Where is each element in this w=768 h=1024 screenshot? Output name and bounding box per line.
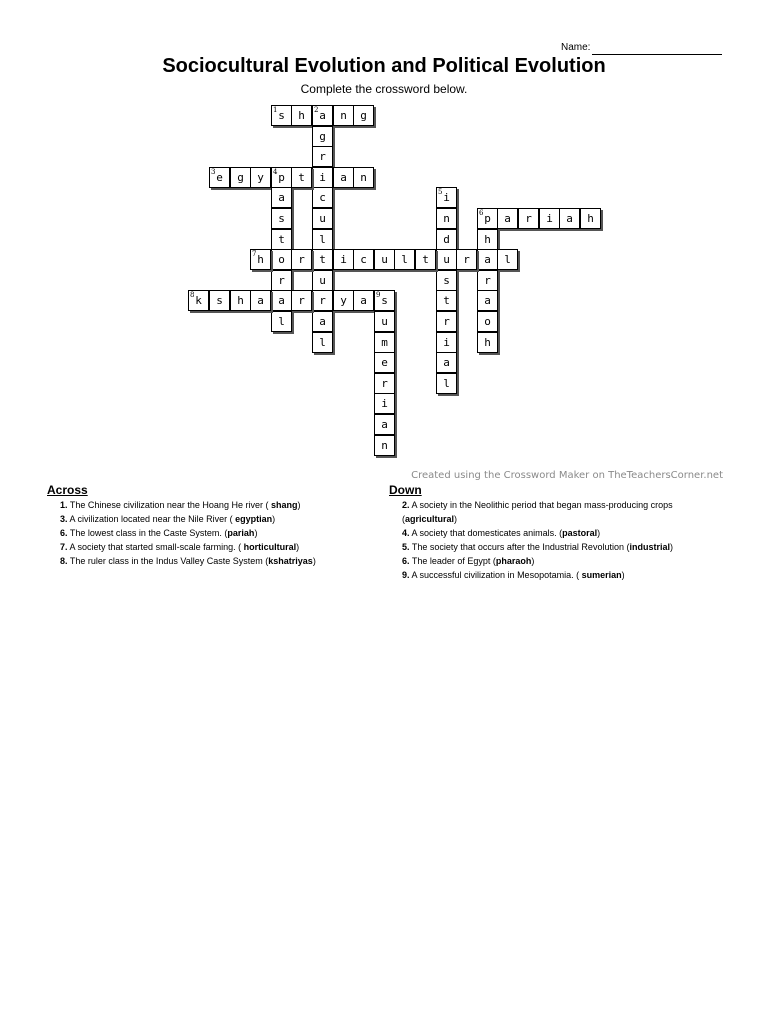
cell-letter: r <box>319 294 326 307</box>
crossword-cell[interactable] <box>312 311 333 332</box>
cell-letter: l <box>278 315 285 328</box>
clue-number: 8 <box>190 291 195 299</box>
clue-close: ) <box>597 528 601 538</box>
crossword-cell[interactable] <box>374 352 395 373</box>
crossword-cell[interactable] <box>436 311 457 332</box>
clue-number: 3. <box>60 514 68 524</box>
crossword-cell[interactable] <box>312 167 333 188</box>
clue-answer: pariah <box>227 528 255 538</box>
clue-number: 2. <box>402 500 410 510</box>
across-clues <box>47 483 377 568</box>
cell-letter: s <box>443 274 450 287</box>
clue-text: A society that domesticates animals. ( <box>409 528 563 538</box>
clue-answer: horticultural <box>243 542 297 552</box>
crossword-cell[interactable] <box>374 393 395 414</box>
down-heading: Down <box>389 483 422 497</box>
crossword-cell[interactable] <box>374 332 395 353</box>
cell-letter: a <box>257 294 264 307</box>
crossword-cell[interactable] <box>518 208 539 229</box>
crossword-cell[interactable] <box>374 290 395 311</box>
crossword-cell[interactable] <box>209 290 230 311</box>
crossword-cell[interactable] <box>497 208 518 229</box>
crossword-cell[interactable] <box>477 311 498 332</box>
crossword-cell[interactable] <box>374 249 395 270</box>
cell-letter: i <box>443 336 450 349</box>
cell-letter: o <box>484 315 491 328</box>
cell-letter: i <box>319 171 326 184</box>
cell-letter: r <box>298 253 305 266</box>
cell-letter: s <box>278 212 285 225</box>
clue-item <box>389 554 729 568</box>
cell-letter: n <box>340 109 347 122</box>
cell-letter: r <box>525 212 532 225</box>
crossword-cell[interactable] <box>436 373 457 394</box>
cell-letter: l <box>443 377 450 390</box>
crossword-cell[interactable] <box>436 332 457 353</box>
crossword-cell[interactable] <box>477 249 498 270</box>
clue-close: ) <box>312 556 316 566</box>
cell-letter: y <box>340 294 347 307</box>
crossword-cell[interactable] <box>333 290 354 311</box>
crossword-cell[interactable] <box>230 290 251 311</box>
clue-number: 6. <box>402 556 410 566</box>
cell-letter: a <box>484 294 491 307</box>
crossword-cell[interactable] <box>312 290 333 311</box>
cell-letter: u <box>443 253 450 266</box>
clue-number: 6. <box>60 528 68 538</box>
clue-number: 1. <box>60 500 68 510</box>
cell-letter: i <box>381 397 388 410</box>
cell-letter: t <box>319 253 326 266</box>
crossword-cell[interactable] <box>291 290 312 311</box>
cell-letter: p <box>278 171 285 184</box>
crossword-cell[interactable] <box>394 249 415 270</box>
cell-letter: l <box>319 233 326 246</box>
cell-letter: r <box>463 253 470 266</box>
cell-letter: h <box>484 336 491 349</box>
crossword-cell[interactable] <box>291 105 312 126</box>
cell-letter: a <box>340 171 347 184</box>
clue-answer: agricultural <box>405 514 455 524</box>
clue-item <box>47 512 377 526</box>
cell-letter: r <box>443 315 450 328</box>
crossword-cell[interactable] <box>188 290 209 311</box>
crossword-cell[interactable] <box>271 187 292 208</box>
cell-letter: a <box>566 212 573 225</box>
clue-text: The Chinese civilization near the Hoang He river ( <box>67 500 271 510</box>
cell-letter: m <box>381 336 388 349</box>
down-clues <box>389 483 729 582</box>
crossword-cell[interactable] <box>436 249 457 270</box>
cell-letter: o <box>278 253 285 266</box>
cell-letter: t <box>278 233 285 246</box>
clue-number: 7. <box>60 542 68 552</box>
clue-close: ) <box>254 528 258 538</box>
cell-letter: s <box>381 294 388 307</box>
clue-number: 4 <box>273 168 278 176</box>
clue-text: A society that started small-scale farming. ( <box>67 542 244 552</box>
cell-letter: n <box>443 212 450 225</box>
clue-number: 2 <box>314 106 319 114</box>
clue-text: The society that occurs after the Industrial Revolution ( <box>409 542 630 552</box>
crossword-cell[interactable] <box>333 105 354 126</box>
cell-letter: h <box>484 233 491 246</box>
crossword-cell[interactable] <box>312 146 333 167</box>
clue-number: 8. <box>60 556 68 566</box>
page-subtitle: Complete the crossword below. <box>300 82 468 96</box>
cell-letter: r <box>381 377 388 390</box>
crossword-cell[interactable] <box>436 187 457 208</box>
clue-text: The ruler class in the Indus Valley Caste System ( <box>67 556 269 566</box>
cell-letter: i <box>443 191 450 204</box>
crossword-cell[interactable] <box>497 249 518 270</box>
crossword-cell[interactable] <box>374 435 395 456</box>
across-heading: Across <box>47 483 88 497</box>
clue-number: 6 <box>479 209 484 217</box>
cell-letter: n <box>381 439 388 452</box>
crossword-cell[interactable] <box>333 167 354 188</box>
crossword-cell[interactable] <box>477 270 498 291</box>
cell-letter: s <box>278 109 285 122</box>
cell-letter: c <box>360 253 367 266</box>
cell-letter: c <box>319 191 326 204</box>
across-clue-list <box>47 498 377 568</box>
clue-answer: shang <box>270 500 298 510</box>
clue-answer: pastoral <box>562 528 598 538</box>
clue-item <box>389 498 729 526</box>
crossword-cell[interactable] <box>353 167 374 188</box>
clue-answer: kshatriyas <box>268 556 313 566</box>
cell-letter: a <box>381 418 388 431</box>
crossword-cell[interactable] <box>333 249 354 270</box>
crossword-cell[interactable] <box>271 249 292 270</box>
clue-close: ) <box>454 514 458 524</box>
crossword-cell[interactable] <box>477 290 498 311</box>
cell-letter: h <box>237 294 244 307</box>
clue-close: ) <box>296 542 300 552</box>
crossword-cell[interactable] <box>312 249 333 270</box>
crossword-cell[interactable] <box>250 167 271 188</box>
clue-number: 5 <box>438 188 443 196</box>
crossword-cell[interactable] <box>312 229 333 250</box>
clue-number: 3 <box>211 168 216 176</box>
cell-letter: g <box>237 171 244 184</box>
clue-number: 4. <box>402 528 410 538</box>
crossword-cell[interactable] <box>353 105 374 126</box>
crossword-cell[interactable] <box>271 208 292 229</box>
crossword-cell[interactable] <box>374 373 395 394</box>
cell-letter: g <box>319 130 326 143</box>
cell-letter: e <box>381 356 388 369</box>
clue-number: 7 <box>252 250 257 258</box>
cell-letter: r <box>319 150 326 163</box>
crossword-cell[interactable] <box>312 208 333 229</box>
crossword-cell[interactable] <box>312 187 333 208</box>
clue-close: ) <box>297 500 301 510</box>
crossword-cell[interactable] <box>250 290 271 311</box>
cell-letter: a <box>278 294 285 307</box>
crossword-cell[interactable] <box>250 249 271 270</box>
clue-answer: egyptian <box>235 514 273 524</box>
cell-letter: u <box>381 315 388 328</box>
crossword-cell[interactable] <box>312 105 333 126</box>
crossword-cell[interactable] <box>353 290 374 311</box>
credit-line: Created using the Crossword Maker on TheTeachersCorner.net <box>411 470 723 481</box>
cell-letter: u <box>319 212 326 225</box>
cell-letter: i <box>340 253 347 266</box>
clue-close: ) <box>272 514 276 524</box>
clue-answer: pharaoh <box>495 556 532 566</box>
clue-item <box>389 526 729 540</box>
crossword-cell[interactable] <box>436 290 457 311</box>
cell-letter: e <box>216 171 223 184</box>
cell-letter: a <box>319 109 326 122</box>
crossword-cell[interactable] <box>436 270 457 291</box>
clue-item <box>47 526 377 540</box>
crossword-cell[interactable] <box>436 352 457 373</box>
cell-letter: r <box>278 274 285 287</box>
clue-close: ) <box>621 570 625 580</box>
cell-letter: u <box>381 253 388 266</box>
cell-letter: s <box>216 294 223 307</box>
crossword-cell[interactable] <box>415 249 436 270</box>
cell-letter: a <box>484 253 491 266</box>
crossword-cell[interactable] <box>477 208 498 229</box>
crossword-cell[interactable] <box>271 290 292 311</box>
clue-number: 1 <box>273 106 278 114</box>
cell-letter: l <box>401 253 408 266</box>
clue-text: The lowest class in the Caste System. ( <box>67 528 228 538</box>
crossword-cell[interactable] <box>312 270 333 291</box>
cell-letter: h <box>587 212 594 225</box>
crossword-cell[interactable] <box>271 270 292 291</box>
crossword-cell[interactable] <box>374 414 395 435</box>
cell-letter: p <box>484 212 491 225</box>
clue-item <box>389 540 729 554</box>
crossword-cell[interactable] <box>456 249 477 270</box>
crossword-cell[interactable] <box>271 167 292 188</box>
crossword-grid <box>0 0 768 470</box>
crossword-cell[interactable] <box>436 229 457 250</box>
clue-text: A civilization located near the Nile River ( <box>67 514 236 524</box>
cell-letter: h <box>257 253 264 266</box>
clue-text: A successful civilization in Mesopotamia. ( <box>409 570 582 580</box>
cell-letter: a <box>319 315 326 328</box>
clue-text: The leader of Egypt ( <box>409 556 496 566</box>
clue-item <box>389 568 729 582</box>
crossword-cell[interactable] <box>353 249 374 270</box>
clue-text: A society in the Neolithic period that began mass-producing crops ( <box>402 500 673 524</box>
cell-letter: n <box>360 171 367 184</box>
crossword-cell[interactable] <box>271 105 292 126</box>
cell-letter: t <box>298 171 305 184</box>
name-label: Name: <box>561 42 591 53</box>
clue-number: 5. <box>402 542 410 552</box>
cell-letter: a <box>360 294 367 307</box>
crossword-cell[interactable] <box>580 208 601 229</box>
crossword-cell[interactable] <box>271 229 292 250</box>
crossword-cell[interactable] <box>312 126 333 147</box>
cell-letter: d <box>443 233 450 246</box>
clue-answer: industrial <box>629 542 670 552</box>
crossword-cell[interactable] <box>291 249 312 270</box>
cell-letter: a <box>443 356 450 369</box>
cell-letter: l <box>319 336 326 349</box>
cell-letter: r <box>484 274 491 287</box>
crossword-cell[interactable] <box>477 332 498 353</box>
cell-letter: a <box>504 212 511 225</box>
crossword-cell[interactable] <box>230 167 251 188</box>
crossword-cell[interactable] <box>559 208 580 229</box>
cell-letter: l <box>504 253 511 266</box>
crossword-cell[interactable] <box>291 167 312 188</box>
page-title: Sociocultural Evolution and Political Evolution <box>162 55 606 77</box>
clue-item <box>47 554 377 568</box>
clue-answer: sumerian <box>581 570 622 580</box>
clue-number: 9. <box>402 570 410 580</box>
clue-close: ) <box>669 542 673 552</box>
cell-letter: a <box>278 191 285 204</box>
crossword-cell[interactable] <box>477 229 498 250</box>
crossword-cell[interactable] <box>374 311 395 332</box>
clue-item <box>47 498 377 512</box>
cell-letter: i <box>546 212 553 225</box>
cell-letter: h <box>298 109 305 122</box>
crossword-cell[interactable] <box>312 332 333 353</box>
cell-letter: k <box>195 294 202 307</box>
crossword-cell[interactable] <box>271 311 292 332</box>
cell-letter: g <box>360 109 367 122</box>
cell-letter: r <box>298 294 305 307</box>
clue-item <box>47 540 377 554</box>
clue-number: 9 <box>376 291 381 299</box>
crossword-cell[interactable] <box>209 167 230 188</box>
crossword-cell[interactable] <box>539 208 560 229</box>
cell-letter: t <box>443 294 450 307</box>
clue-close: ) <box>531 556 535 566</box>
cell-letter: u <box>319 274 326 287</box>
cell-letter: y <box>257 171 264 184</box>
crossword-cell[interactable] <box>436 208 457 229</box>
down-clue-list <box>389 498 729 582</box>
cell-letter: t <box>422 253 429 266</box>
